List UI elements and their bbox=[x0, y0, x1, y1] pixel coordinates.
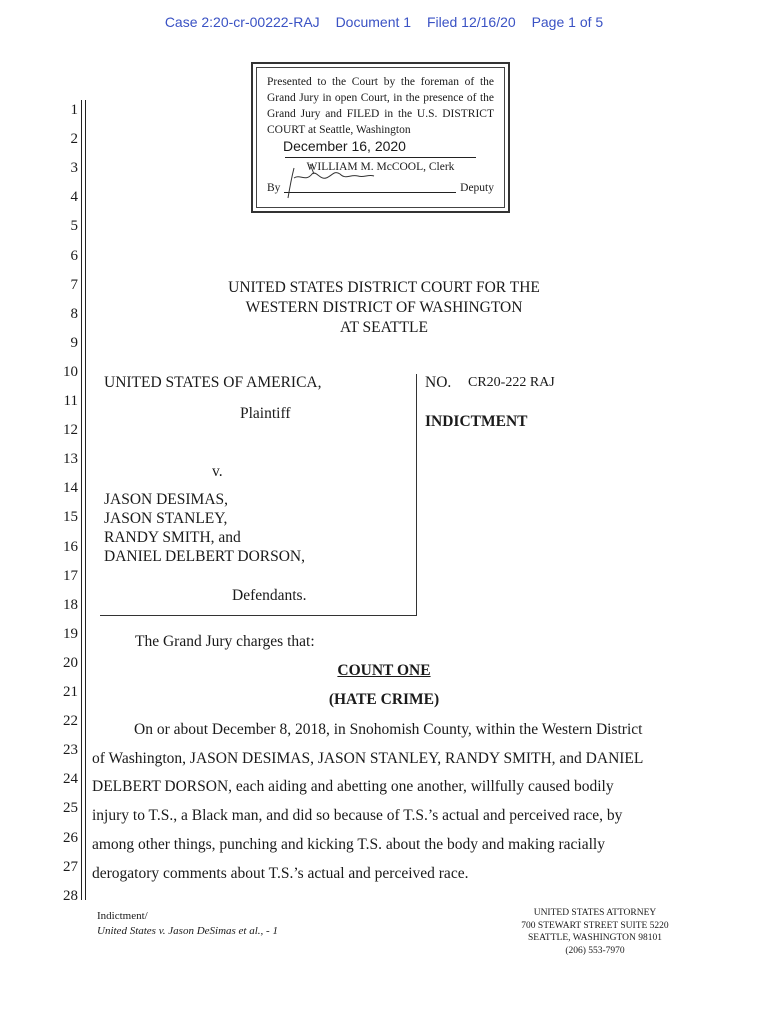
margin-rule-right bbox=[85, 100, 86, 900]
line-number: 18 bbox=[63, 596, 78, 613]
line-number: 16 bbox=[63, 538, 78, 555]
stamp-date: December 16, 2020 bbox=[283, 138, 406, 154]
line-number: 3 bbox=[70, 160, 78, 177]
footer-doc-type: Indictment/ bbox=[97, 910, 148, 922]
footer-city: SEATTLE, WASHINGTON 98101 bbox=[528, 933, 662, 943]
ecf-header bbox=[0, 14, 768, 30]
line-number: 9 bbox=[70, 334, 78, 351]
defendant-1: JASON DESIMAS, bbox=[104, 491, 229, 508]
line-number: 2 bbox=[70, 131, 78, 148]
page-count-header: Page 1 of 5 bbox=[531, 14, 604, 30]
line-number: 17 bbox=[63, 567, 78, 584]
charges-intro: The Grand Jury charges that: bbox=[135, 633, 315, 650]
body-line: derogatory comments about T.S.’s actual and perceived race. bbox=[92, 865, 469, 882]
line-number: 10 bbox=[63, 363, 78, 380]
line-number: 22 bbox=[63, 713, 78, 730]
body-line: On or about December 8, 2018, in Snohomish County, within the Western District bbox=[134, 721, 643, 738]
case-number-header: Case 2:20-cr-00222-RAJ bbox=[164, 14, 320, 30]
line-number: 26 bbox=[63, 829, 78, 846]
court-line-2: WESTERN DISTRICT OF WASHINGTON bbox=[245, 299, 523, 316]
stamp-clerk: WILLIAM M. McCOOL, Clerk bbox=[306, 161, 455, 173]
line-number: 8 bbox=[70, 305, 78, 322]
defendants-label: Defendants. bbox=[232, 587, 307, 604]
plaintiff-name: UNITED STATES OF AMERICA, bbox=[104, 374, 322, 391]
case-no-label: NO. bbox=[425, 374, 452, 391]
line-number: 21 bbox=[63, 684, 78, 700]
body-line: DELBERT DORSON, each aiding and abetting one another, willfully caused bodily bbox=[92, 778, 614, 795]
line-number: 13 bbox=[63, 451, 78, 468]
count-title: COUNT ONE bbox=[337, 662, 431, 679]
stamp-deputy-label: Deputy bbox=[460, 182, 494, 194]
court-line-3: AT SEATTLE bbox=[340, 319, 428, 336]
case-no-value: CR20-222 RAJ bbox=[468, 375, 555, 390]
court-line-1: UNITED STATES DISTRICT COURT FOR THE bbox=[228, 279, 540, 296]
footer-case-title: United States v. Jason DeSimas et al., - 1 bbox=[97, 925, 278, 937]
line-number: 20 bbox=[63, 654, 78, 671]
defendant-4: DANIEL DELBERT DORSON, bbox=[104, 548, 305, 565]
line-number: 11 bbox=[63, 393, 78, 409]
line-number: 27 bbox=[63, 858, 78, 875]
body-line: among other things, punching and kicking T.S. about the body and making racially bbox=[92, 836, 605, 853]
stamp-by-label: By bbox=[267, 182, 281, 194]
line-number: 15 bbox=[63, 509, 78, 526]
footer-street: 700 STEWART STREET SUITE 5220 bbox=[521, 920, 669, 931]
footer-left bbox=[97, 909, 278, 939]
footer-phone: (206) 553-7970 bbox=[565, 945, 625, 956]
body-line: of Washington, JASON DESIMAS, JASON STANLEY, RANDY SMITH, and DANIEL bbox=[92, 750, 644, 767]
defendant-2: JASON STANLEY, bbox=[104, 510, 228, 527]
caption-vertical-rule bbox=[416, 374, 417, 616]
line-number: 5 bbox=[70, 218, 78, 235]
body-line: injury to T.S., a Black man, and did so because of T.S.’s actual and perceived race, by bbox=[92, 807, 623, 824]
line-number: 19 bbox=[63, 625, 78, 642]
versus: v. bbox=[212, 463, 223, 480]
filed-date-header: Filed 12/16/20 bbox=[426, 14, 516, 30]
caption-bottom-rule bbox=[100, 615, 417, 616]
plaintiff-label: Plaintiff bbox=[240, 405, 291, 422]
line-number: 23 bbox=[63, 742, 78, 759]
line-number: 7 bbox=[70, 276, 78, 293]
footer-attorney-address bbox=[520, 907, 670, 957]
line-number: 12 bbox=[63, 422, 78, 439]
line-number: 24 bbox=[63, 771, 78, 788]
line-number: 1 bbox=[70, 102, 78, 118]
stamp-divider bbox=[285, 157, 476, 158]
line-number: 4 bbox=[70, 189, 78, 206]
footer-office: UNITED STATES ATTORNEY bbox=[533, 908, 657, 918]
line-number: 14 bbox=[63, 480, 78, 497]
margin-rule-left bbox=[81, 100, 82, 900]
line-number: 28 bbox=[63, 887, 78, 904]
court-heading bbox=[0, 278, 768, 338]
line-number: 6 bbox=[70, 247, 78, 264]
defendant-3: RANDY SMITH, and bbox=[104, 529, 241, 546]
line-number: 25 bbox=[63, 800, 78, 817]
document-title: INDICTMENT bbox=[425, 413, 528, 430]
count-subtitle: (HATE CRIME) bbox=[328, 691, 440, 708]
document-number-header: Document 1 bbox=[335, 14, 412, 30]
deputy-signature bbox=[270, 160, 390, 200]
stamp-text: Presented to the Court by the foreman of the Grand Jury in open Court, in the presence of the Grand Jury and FILED in the U.S. DISTRICT COURT at Seattle, Washington bbox=[267, 76, 494, 136]
